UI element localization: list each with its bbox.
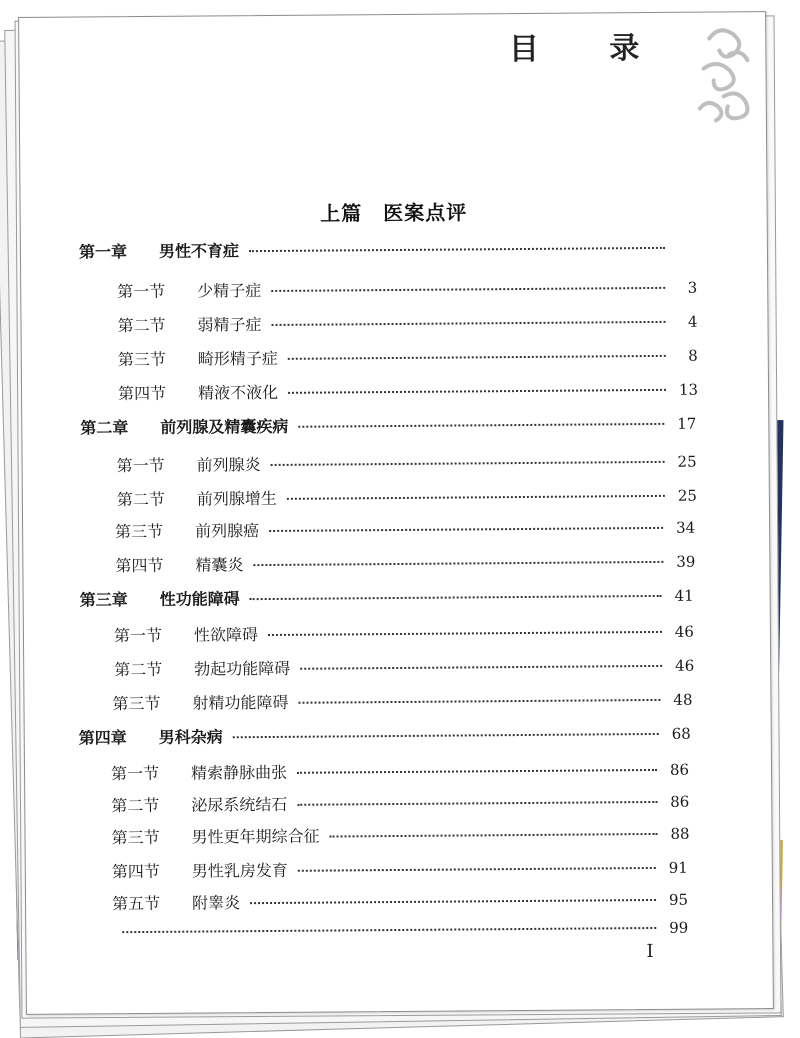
toc-entry-number: 第四节 xyxy=(115,553,195,577)
toc-leader-dots xyxy=(268,631,662,636)
toc-section-row[interactable] xyxy=(114,619,694,647)
toc-page-number: 88 xyxy=(663,825,689,843)
toc-section-row[interactable] xyxy=(115,549,695,577)
toc-leader-dots xyxy=(330,833,658,838)
toc-leader-dots xyxy=(297,769,657,774)
toc-entry-title: 男性不育症 xyxy=(159,238,239,262)
toc-entry-title: 弱精子症 xyxy=(197,312,261,336)
toc-entry-number: 第二节 xyxy=(111,793,191,817)
toc-leader-dots xyxy=(271,461,665,466)
toc-page-number: 95 xyxy=(662,891,688,909)
toc-page-number: 99 xyxy=(662,919,688,937)
toc-leader-dots xyxy=(271,287,665,292)
toc-leader-dots xyxy=(298,423,664,428)
toc-chapter-row[interactable] xyxy=(79,235,697,263)
toc-entry-title: 少精子症 xyxy=(197,278,261,302)
toc-leader-dots xyxy=(269,527,663,532)
toc-section-row[interactable] xyxy=(117,275,697,303)
toc-entry-number: 第三节 xyxy=(112,691,192,715)
toc-section-row[interactable] xyxy=(112,919,688,942)
toc-entry-title: 勃起功能障碍 xyxy=(194,656,290,680)
toc-leader-dots xyxy=(288,355,666,360)
toc-entry-number: 第二节 xyxy=(117,313,197,337)
page-header-title: 目 录 xyxy=(509,23,670,68)
toc-entry-number: 第四节 xyxy=(112,859,192,883)
toc-entry-number: 第一章 xyxy=(79,239,159,263)
toc-section-row[interactable] xyxy=(111,789,689,817)
toc-entry-number: 第一节 xyxy=(117,453,197,477)
toc-entry-number: 第三节 xyxy=(111,825,191,849)
toc-leader-dots xyxy=(250,595,662,600)
toc-entry-number: 第一节 xyxy=(117,279,197,303)
toc-entry-title: 前列腺增生 xyxy=(197,486,277,510)
toc-section-row[interactable] xyxy=(118,343,698,371)
toc-entry-number: 第四章 xyxy=(79,725,159,749)
toc-page-number: 3 xyxy=(671,279,697,297)
toc-page-number: 25 xyxy=(671,487,697,505)
toc-section-row[interactable] xyxy=(111,821,689,849)
toc-entry-title: 精囊炎 xyxy=(195,552,243,575)
toc-page-number: 68 xyxy=(665,725,691,743)
toc-section-row[interactable] xyxy=(112,687,692,715)
toc-leader-dots xyxy=(233,733,659,738)
toc-chapter-row[interactable] xyxy=(80,411,696,439)
toc-page-number: 39 xyxy=(669,553,695,571)
toc-page-number: 34 xyxy=(669,519,695,537)
toc-entry-title: 精索静脉曲张 xyxy=(191,760,287,784)
toc-entry-title: 精液不液化 xyxy=(198,380,278,404)
toc-entry-number: 第二节 xyxy=(114,657,194,681)
toc-page-number: 13 xyxy=(672,381,698,399)
toc-page-number: 25 xyxy=(671,453,697,471)
toc-entry-title: 男性乳房发育 xyxy=(192,858,288,882)
toc-entry-number: 第二章 xyxy=(80,415,160,439)
toc-entry-number: 第三章 xyxy=(80,587,160,611)
toc-entry-title: 射精功能障碍 xyxy=(192,690,288,714)
toc-leader-dots xyxy=(250,899,656,904)
toc-leader-dots xyxy=(297,801,657,806)
toc-entry-title: 畸形精子症 xyxy=(198,346,278,370)
toc-section-row[interactable] xyxy=(111,757,689,785)
toc-section-row[interactable] xyxy=(117,309,697,337)
toc-leader-dots xyxy=(122,927,656,933)
toc-entry-title: 前列腺炎 xyxy=(197,452,261,476)
toc-page-number: 17 xyxy=(670,415,696,433)
toc-entry-number: 第一节 xyxy=(111,761,191,785)
toc-entry-title: 前列腺及精囊疾病 xyxy=(160,414,288,438)
toc-entry-number: 第四节 xyxy=(118,381,198,405)
toc-entry-title: 性欲障碍 xyxy=(194,622,258,646)
toc-entry-title: 附睾炎 xyxy=(192,890,240,913)
toc-leader-dots xyxy=(287,495,665,500)
toc-page-number: 86 xyxy=(663,793,689,811)
toc-section-row[interactable] xyxy=(114,653,694,681)
toc-leader-dots xyxy=(249,247,665,252)
toc-entry-number: 第五节 xyxy=(112,891,192,915)
toc-leader-dots xyxy=(300,665,662,670)
toc-leader-dots xyxy=(272,321,666,326)
toc-section-row[interactable] xyxy=(112,855,688,883)
table-of-contents xyxy=(19,12,773,1014)
toc-page-number: 41 xyxy=(668,587,694,605)
toc-section-row[interactable] xyxy=(118,377,698,405)
toc-section-row[interactable] xyxy=(115,515,695,543)
toc-entry-number: 第二节 xyxy=(117,487,197,511)
part-title: 上篇 医案点评 xyxy=(21,194,767,229)
toc-page xyxy=(18,11,774,1015)
toc-leader-dots xyxy=(298,867,656,872)
toc-leader-dots xyxy=(253,561,663,566)
toc-leader-dots xyxy=(298,699,660,704)
toc-entry-title: 男性更年期综合征 xyxy=(191,824,319,848)
toc-page-number: 4 xyxy=(671,313,697,331)
toc-entry-title: 泌尿系统结石 xyxy=(191,792,287,816)
toc-page-number: 8 xyxy=(672,347,698,365)
toc-page-number: 86 xyxy=(663,761,689,779)
toc-page-number: 48 xyxy=(666,691,692,709)
toc-entry-title: 性功能障碍 xyxy=(160,586,240,610)
toc-chapter-row[interactable] xyxy=(80,583,694,611)
toc-section-row[interactable] xyxy=(117,483,697,511)
toc-page-number: 46 xyxy=(668,657,694,675)
toc-section-row[interactable] xyxy=(117,449,697,477)
toc-leader-dots xyxy=(288,389,666,394)
page-folio: I xyxy=(646,941,653,962)
toc-chapter-row[interactable] xyxy=(79,721,691,749)
toc-entry-number: 第三节 xyxy=(118,347,198,371)
toc-entry-number: 第三节 xyxy=(115,519,195,543)
toc-page-number: 91 xyxy=(662,859,688,877)
toc-entry-title: 前列腺癌 xyxy=(195,518,259,542)
toc-entry-number: 第一节 xyxy=(114,623,194,647)
toc-section-row[interactable] xyxy=(112,887,688,915)
toc-entry-title: 男科杂病 xyxy=(159,724,223,748)
toc-page-number: 46 xyxy=(668,623,694,641)
